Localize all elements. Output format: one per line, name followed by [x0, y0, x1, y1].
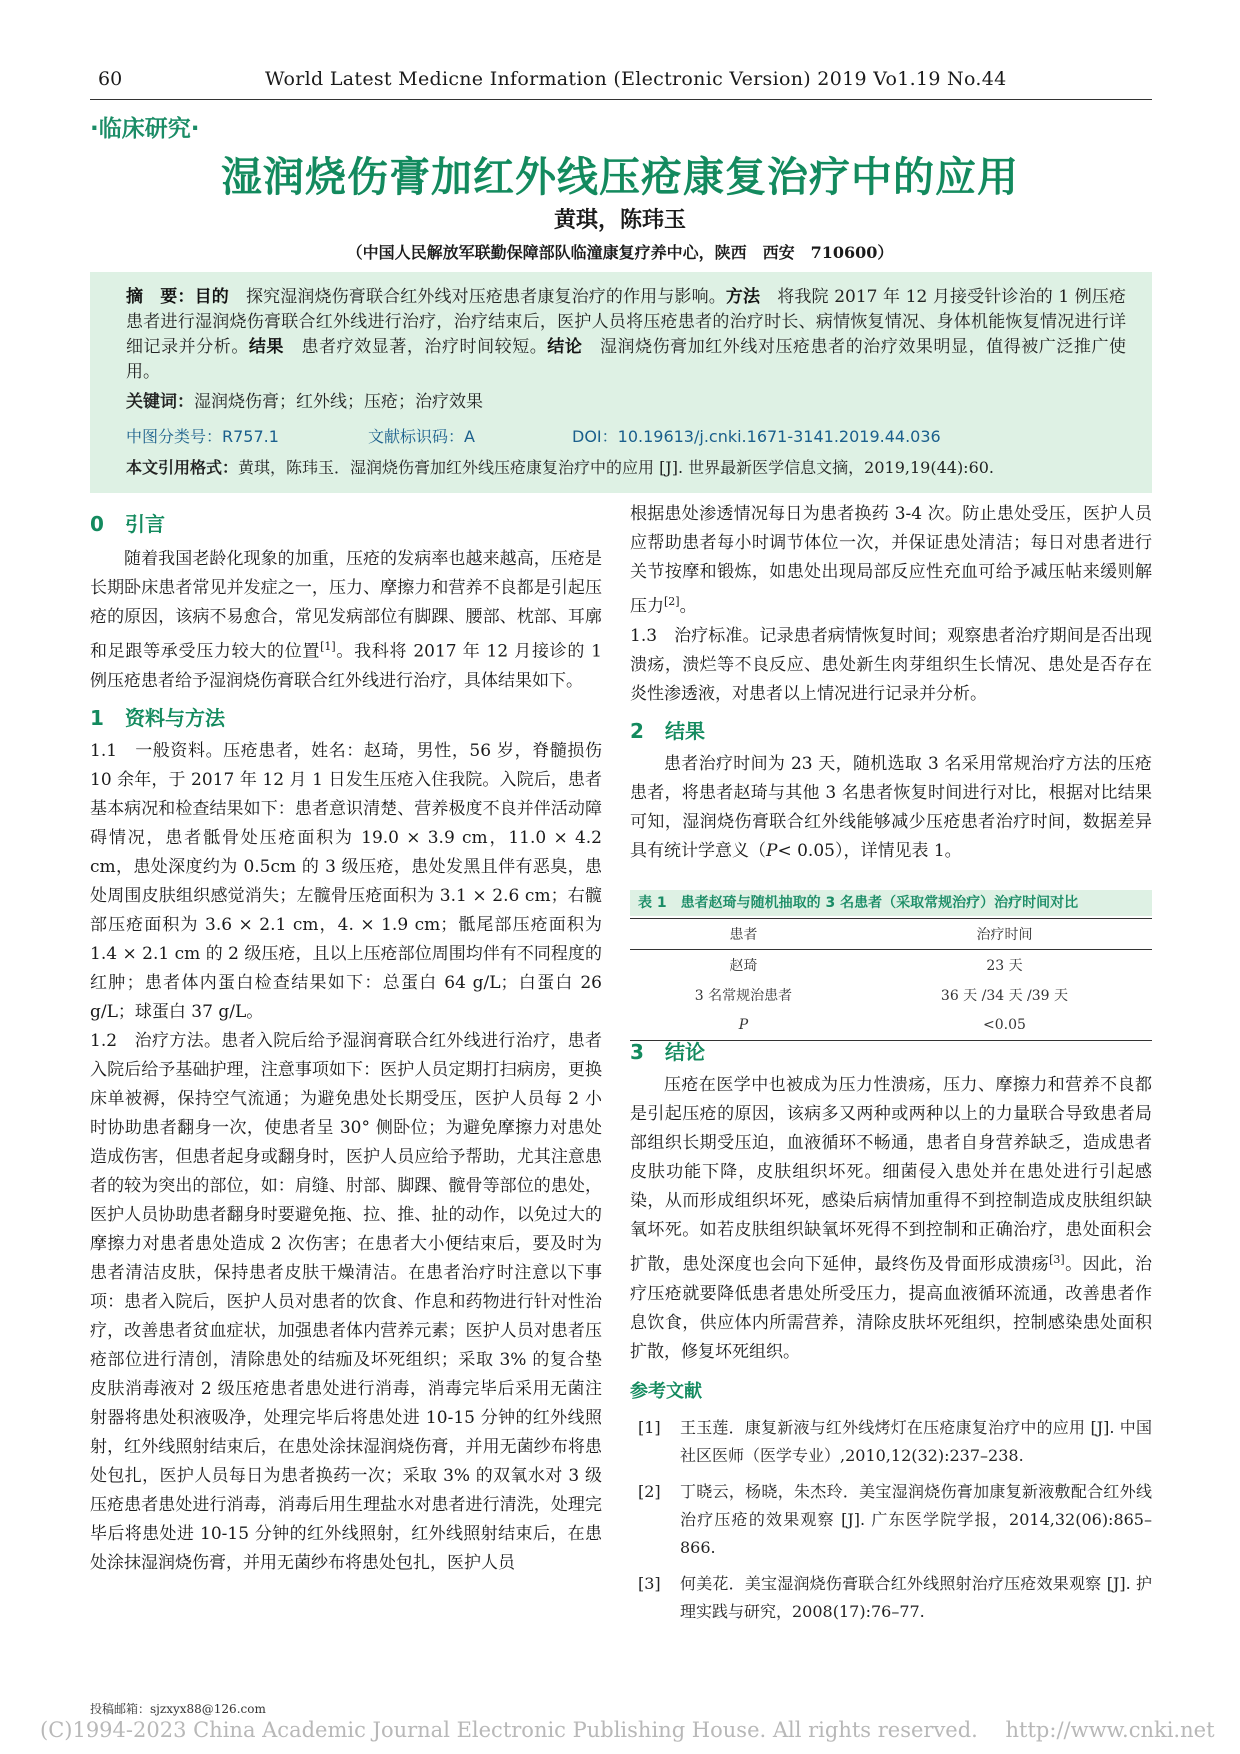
table-header-row	[630, 919, 1152, 950]
reference-item	[630, 1570, 1152, 1626]
citation-ref[interactable]: [1]	[320, 640, 336, 653]
conclusion-text-end: 。因此，治疗压疮就要降低患者患处所受压力，提高血液循环流通，改善患者作息饮食，供应体内所需营养，清除皮肤坏死组织，控制感染患处面积扩散，修复坏死组织。	[630, 1254, 1152, 1362]
references-title: 参考文献	[630, 1380, 702, 1402]
reference-number: [2]	[638, 1481, 661, 1501]
intro-text: 随着我国老龄化现象的加重，压疮的发病率也越来越高，压疮是长期卧床患者常见并发症之一，压力、摩擦力和营养不良都是引起压疮的原因，该病不易愈合，常见发病部位有脚踝、腰部、枕部、耳廓和足跟等承受压力较大的位置	[90, 549, 602, 662]
reference-item	[630, 1414, 1152, 1470]
abstract-label: 摘 要：	[126, 287, 195, 307]
reference-text: 王玉莲．康复新液与红外线烤灯在压疮康复治疗中的应用 [J]. 中国社区医师（医学专业）,2010,12(32):237–238.	[680, 1417, 1152, 1465]
general-info-paragraph: 1.1 一般资料。压疮患者，姓名：赵琦，男性，56 岁，脊髓损伤 10 余年，于 2017 年 12 月 1 日发生压疮入住我院。入院后，患者基本病况和检查结果如下：患者意识清楚、营养极度不良并伴活动障碍情况，患者骶骨处压疮面积为 19.0 × 3.9 cm，11.0 × 4.2 cm，患处深度约为 0.5cm 的 3 级压疮，患处发黑且伴有恶臭，患处周围皮肤组织感觉消失；左髋骨压疮面积为 3.1 × 2.6 cm；右髋部压疮面积为 3.6 × 2.1 cm，4. × 1.9 cm；骶尾部压疮面积为 1.4 × 2.1 cm 的 2 级压疮，且以上压疮部位周围均伴有不同程度的红肿；患者体内蛋白检查结果如下：总蛋白 64 g/L；白蛋白 26 g/L；球蛋白 37 g/L。	[90, 740, 602, 1022]
citation-ref[interactable]: [3]	[1049, 1253, 1065, 1266]
keywords-value: 湿润烧伤膏；红外线；压疮；治疗效果	[194, 392, 483, 412]
results-text-end: < 0.05），详情见表 1。	[777, 840, 962, 861]
header-rule	[90, 99, 1152, 100]
document-code: 文献标识码：A	[368, 427, 475, 446]
treatment-continued-end: 。	[679, 596, 697, 617]
table-header: 患者	[630, 919, 857, 950]
abstract-result-label: 结果	[248, 337, 284, 357]
results-paragraph	[630, 750, 1152, 866]
clc-number: 中图分类号：R757.1	[126, 427, 279, 446]
table-cell: 23 天	[986, 958, 1023, 974]
treatment-standard-paragraph: 1.3 治疗标准。记录患者病情恢复时间；观察患者治疗期间是否出现溃疡，溃烂等不良反应、患处新生肉芽组织生长情况、患处是否存在炎性渗透液，对患者以上情况进行记录并分析。	[630, 625, 1152, 704]
abstract-conclusion: 湿润烧伤膏加红外线对压疮患者的治疗效果明显，值得被广泛推广使用。	[126, 337, 1127, 382]
citation-ref[interactable]: [2]	[664, 595, 680, 608]
conclusion-text: 压疮在医学中也被成为压力性溃疡，压力、摩擦力和营养不良都是引起压疮的原因，该病多又两种或两种以上的力量联合导致患者局部组织长期受压迫，血液循环不畅通，患者自身营养缺乏，造成患者皮肤功能下降，皮肤组织坏死。细菌侵入患处并在患处进行引起感染，从而形成组织坏死，感染后病情加重得不到控制造成皮肤组织缺氧坏死。如若皮肤组织缺氧坏死得不到控制和正确治疗，患处面积会扩散，患处深度也会向下延伸，最终伤及骨面形成溃疡	[630, 1075, 1152, 1275]
heading-text: 结果	[664, 718, 705, 743]
copyright-notice: (C)1994-2023 China Academic Journal Electronic Publishing House. All rights reserved. http://www.cnki.net	[40, 1718, 1215, 1742]
comparison-table	[630, 918, 1152, 1041]
reference-text: 丁晓云，杨晓，朱杰玲．美宝湿润烧伤膏加康复新液敷配合红外线治疗压疮的效果观察 [J]. 广东医学院学报，2014,32(06):865–866.	[680, 1481, 1152, 1557]
page-number: 60	[98, 68, 123, 90]
article-title: 湿润烧伤膏加红外线压疮康复治疗中的应用	[221, 153, 1019, 201]
heading-number: 1	[90, 705, 104, 730]
abstract-result: 患者疗效显著，治疗时间较短。	[301, 337, 548, 357]
table-row	[630, 980, 1152, 1010]
heading-text: 结论	[664, 1040, 705, 1064]
abstract-conclusion-label: 结论	[547, 337, 583, 357]
heading-conclusion	[630, 1038, 1152, 1067]
heading-materials-methods	[90, 704, 602, 733]
treatment-continued-paragraph	[630, 500, 1152, 622]
heading-results	[630, 717, 1152, 746]
results-text: 患者治疗时间为 23 天，随机选取 3 名采用常规治疗方法的压疮患者，将患者赵琦与其他 3 名患者恢复时间进行对比，根据对比结果可知，湿润烧伤膏联合红外线能够减少压疮患者治疗时间，数据差异具有统计学意义（	[630, 753, 1152, 861]
abstract-purpose-label: 目的	[194, 287, 229, 307]
table-cell: 赵琦	[729, 958, 758, 974]
citation-label: 本文引用格式：	[126, 458, 239, 477]
treatment-continued-text: 根据患处渗透情况每日为患者换药 3-4 次。防止患处受压，医护人员应帮助患者每小时调节体位一次，并保证患处清洁；每日对患者进行关节按摩和锻炼，如患处出现局部反应性充血可给予减压帖来缓则解压力	[630, 504, 1152, 617]
table-row	[630, 950, 1152, 981]
abstract-text	[126, 285, 1126, 385]
table-cell: 3 名常规治患者	[694, 988, 793, 1004]
heading-text: 引言	[124, 512, 165, 536]
heading-introduction	[90, 510, 602, 539]
table-header: 治疗时间	[857, 919, 1152, 950]
abstract-purpose: 探究湿润烧伤膏联合红外线对压疮患者康复治疗的作用与影响。	[245, 287, 726, 307]
p-symbol: P	[766, 840, 778, 861]
heading-number: 3	[630, 1040, 644, 1064]
keywords-label: 关键词：	[126, 392, 194, 412]
keywords	[126, 387, 483, 412]
treatment-method-paragraph: 1.2 治疗方法。患者入院后给予湿润膏联合红外线进行治疗，患者入院后给予基础护理，注意事项如下：医护人员定期打扫病房，更换床单被褥，保持空气流通；为避免患处长期受压，医护人员每 2 小时协助患者翻身一次，使患者呈 30° 侧卧位；为避免摩擦力对患处造成伤害，但患者起身或翻身时，医护人员应给予帮助，尤其注意患者的较为突出的部位，如：肩缝、肘部、脚踝、髋骨等部位的患处，医护人员协助患者翻身时要避免拖、拉、推、扯的动作，以免过大的摩擦力对患者患处造成 2 次伤害；在患者大小便结束后，要及时为患者清洁皮肤，保持患者皮肤干燥清洁。在患者治疗时注意以下事项：患者入院后，医护人员对患者的饮食、作息和药物进行针对性治疗，改善患者贫血症状，加强患者体内营养元素；医护人员对患者压疮部位进行清创，清除患处的结痂及坏死组织；采取 3% 的复合垫皮肤消毒液对 2 级压疮患者患处进行消毒，消毒完毕后采用无菌注射器将患处积液吸净，处理完毕后将患处进 10-15 分钟的红外线照射，红外线照射结束后，在患处涂抹湿润烧伤膏，并用无菌纱布将患处包扎，医护人员每日为患者换药一次；采取 3% 的双氧水对 3 级压疮患者患处进行消毒，消毒后用生理盐水对患者进行清洗，处理完毕后将患处进 10-15 分钟的红外线照射，红外线照射结束后，在患处涂抹湿润烧伤膏，并用无菌纱布将患处包扎，医护人员	[90, 1030, 602, 1573]
references-list	[630, 1414, 1152, 1626]
citation-format	[126, 455, 994, 478]
conclusion-paragraph	[630, 1071, 1152, 1367]
table-cell: 36 天 /34 天 /39 天	[940, 988, 1069, 1004]
reference-number: [1]	[638, 1417, 661, 1437]
table-caption: 表 1 患者赵琦与随机抽取的 3 名患者（采取常规治疗）治疗时间对比	[630, 890, 1152, 916]
abstract-method-label: 方法	[725, 287, 761, 307]
heading-number: 2	[630, 718, 644, 743]
heading-number: 0	[90, 512, 104, 536]
journal-header: World Latest Medicne Information (Electronic Version) 2019 Vo1.19 No.44	[265, 68, 1007, 90]
left-column	[90, 510, 602, 1578]
heading-text: 资料与方法	[124, 705, 225, 730]
right-column-lower	[630, 1038, 1152, 1634]
submission-email: 投稿邮箱：sjzxyx88@126.com	[90, 1702, 266, 1716]
reference-item	[630, 1478, 1152, 1562]
authors: 黄琪，陈玮玉	[553, 207, 686, 233]
table-cell: P	[630, 1010, 857, 1041]
doi-link[interactable]: DOI：10.19613/j.cnki.1671-3141.2019.44.036	[572, 427, 941, 446]
right-column	[630, 500, 1152, 866]
table-row	[630, 1010, 1152, 1041]
abstract-method: 将我院 2017 年 12 月接受针诊治的 1 例压疮患者进行湿润烧伤膏联合红外线进行治疗，治疗结束后，医护人员将压疮患者的治疗时长、病情恢复情况、身体机能恢复情况进行详细记录并分析。	[126, 287, 1127, 357]
reference-number: [3]	[638, 1573, 661, 1593]
intro-text-end: 。我科将 2017 年 12 月接诊的 1 例压疮患者给予湿润烧伤膏联合红外线进行治疗，具体结果如下。	[90, 641, 603, 691]
intro-paragraph	[90, 545, 602, 696]
table-cell: <0.05	[857, 1010, 1152, 1041]
citation-value: 黄琪，陈玮玉．湿润烧伤膏加红外线压疮康复治疗中的应用 [J]. 世界最新医学信息文摘，2019,19(44):60.	[238, 458, 995, 477]
affiliation: （中国人民解放军联勤保障部队临潼康复疗养中心，陕西 西安 710600）	[346, 243, 894, 262]
section-tag: ·临床研究·	[90, 116, 200, 142]
reference-text: 何美花．美宝湿润烧伤膏联合红外线照射治疗压疮效果观察 [J]. 护理实践与研究，2008(17):76–77.	[680, 1573, 1152, 1621]
